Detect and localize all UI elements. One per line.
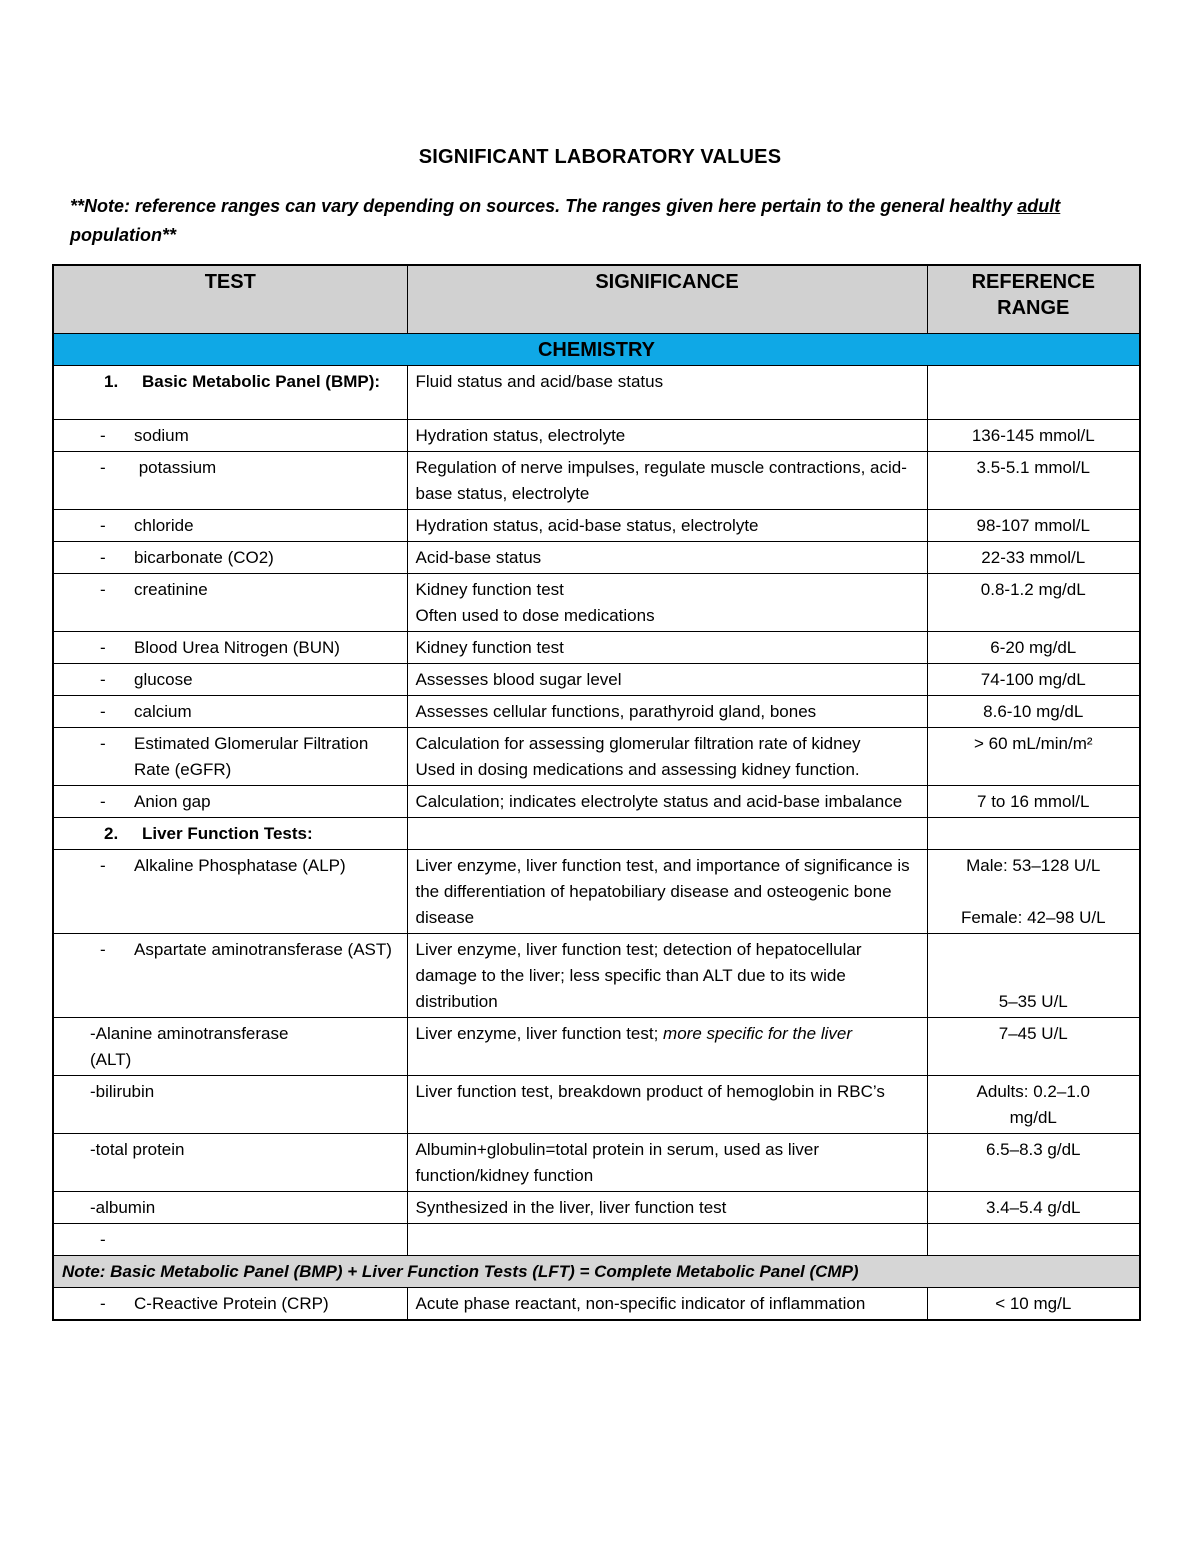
test-significance: Liver enzyme, liver function test; more specific for the liver bbox=[407, 1018, 927, 1076]
test-significance: Acute phase reactant, non-specific indicator of inflammation bbox=[407, 1288, 927, 1321]
table-row: - calcium Assesses cellular functions, parathyroid gland, bones 8.6-10 mg/dL bbox=[53, 696, 1140, 728]
test-name: Alkaline Phosphatase (ALP) bbox=[134, 856, 346, 875]
table-row: - chloride Hydration status, acid-base status, electrolyte 98-107 mmol/L bbox=[53, 510, 1140, 542]
table-row: - Aspartate aminotransferase (AST) Liver enzyme, liver function test; detection of hepatocellular damage to the liver; less specific than ALT due to its wide distribution 5–35 U/L bbox=[53, 934, 1140, 1018]
test-range: 7–45 U/L bbox=[927, 1018, 1140, 1076]
test-range: < 10 mg/L bbox=[927, 1288, 1140, 1321]
table-row: - sodium Hydration status, electrolyte 136-145 mmol/L bbox=[53, 420, 1140, 452]
test-name: calcium bbox=[134, 702, 192, 721]
table-row bbox=[53, 1192, 1140, 1224]
test-range: > 60 mL/min/m² bbox=[927, 728, 1140, 786]
test-range: 3.4–5.4 g/dL bbox=[927, 1192, 1140, 1224]
cmp-note-row bbox=[53, 1256, 1140, 1288]
table-row bbox=[53, 1018, 1140, 1076]
test-name: bicarbonate (CO2) bbox=[134, 548, 274, 567]
test-name: Anion gap bbox=[134, 792, 211, 811]
group-lft-label: 2. Liver Function Tests: bbox=[53, 818, 407, 850]
group-bmp-range bbox=[927, 366, 1140, 420]
test-significance: Hydration status, electrolyte bbox=[407, 420, 927, 452]
test-significance: Synthesized in the liver, liver function test bbox=[407, 1192, 927, 1224]
cmp-note: Note: Basic Metabolic Panel (BMP) + Liver Function Tests (LFT) = Complete Metabolic Panel (CMP) bbox=[53, 1256, 1140, 1288]
test-range: 8.6-10 mg/dL bbox=[927, 696, 1140, 728]
test-significance: Acid-base status bbox=[407, 542, 927, 574]
table-row: - Estimated Glomerular Filtration Rate (eGFR) Calculation for assessing glomerular filtration rate of kidney Used in dosing medications and assessing kidney function. > 60 mL/min/m² bbox=[53, 728, 1140, 786]
test-significance: Assesses cellular functions, parathyroid gland, bones bbox=[407, 696, 927, 728]
test-range: 74-100 mg/dL bbox=[927, 664, 1140, 696]
test-significance: Regulation of nerve impulses, regulate muscle contractions, acid-base status, electrolyte bbox=[407, 452, 927, 510]
test-range: 3.5-5.1 mmol/L bbox=[927, 452, 1140, 510]
group-row-lft bbox=[53, 818, 1140, 850]
test-name: Estimated Glomerular Filtration Rate (eGFR) bbox=[134, 734, 369, 779]
header-significance: SIGNIFICANCE bbox=[407, 265, 927, 334]
test-name: -bilirubin bbox=[90, 1082, 155, 1101]
table-row: - creatinine Kidney function test Often used to dose medications 0.8-1.2 mg/dL bbox=[53, 574, 1140, 632]
test-range: 22-33 mmol/L bbox=[927, 542, 1140, 574]
table-row: - Anion gap Calculation; indicates electrolyte status and acid-base imbalance 7 to 16 mmol/L bbox=[53, 786, 1140, 818]
group-bmp-significance: Fluid status and acid/base status bbox=[407, 366, 927, 420]
test-range: 0.8-1.2 mg/dL bbox=[927, 574, 1140, 632]
header-row bbox=[53, 265, 1140, 334]
group-row-bmp bbox=[53, 366, 1140, 420]
test-name: glucose bbox=[134, 670, 193, 689]
test-range: Male: 53–128 U/L Female: 42–98 U/L bbox=[927, 850, 1140, 934]
note-underlined-word: adult bbox=[1017, 196, 1061, 216]
test-range: 7 to 16 mmol/L bbox=[927, 786, 1140, 818]
test-range: 6-20 mg/dL bbox=[927, 632, 1140, 664]
test-name: chloride bbox=[134, 516, 194, 535]
test-range: 6.5–8.3 g/dL bbox=[927, 1134, 1140, 1192]
page-title: SIGNIFICANT LABORATORY VALUES bbox=[418, 146, 782, 168]
test-name: C-Reactive Protein (CRP) bbox=[134, 1294, 329, 1313]
test-range: 136-145 mmol/L bbox=[927, 420, 1140, 452]
header-reference-range: REFERENCE RANGE bbox=[927, 265, 1140, 334]
test-significance: Calculation; indicates electrolyte status and acid-base imbalance bbox=[407, 786, 927, 818]
test-name: potassium bbox=[134, 458, 217, 477]
test-name: sodium bbox=[134, 426, 189, 445]
test-significance: Liver function test, breakdown product of hemoglobin in RBC’s bbox=[407, 1076, 927, 1134]
test-significance: Liver enzyme, liver function test, and importance of significance is the differentiation of hepatobiliary disease and osteogenic bone disease bbox=[407, 850, 927, 934]
test-significance: Albumin+globulin=total protein in serum, used as liver function/kidney function bbox=[407, 1134, 927, 1192]
test-name: -albumin bbox=[90, 1198, 156, 1217]
table-row: - Blood Urea Nitrogen (BUN) Kidney function test 6-20 mg/dL bbox=[53, 632, 1140, 664]
table-row: - C-Reactive Protein (CRP) Acute phase reactant, non-specific indicator of inflammation < 10 mg/L bbox=[53, 1288, 1140, 1321]
table-row: - potassium Regulation of nerve impulses, regulate muscle contractions, acid-base status, electrolyte 3.5-5.1 mmol/L bbox=[53, 452, 1140, 510]
test-significance: Kidney function test bbox=[407, 632, 927, 664]
test-significance: Assesses blood sugar level bbox=[407, 664, 927, 696]
test-range: 5–35 U/L bbox=[927, 934, 1140, 1018]
test-range: Adults: 0.2–1.0 mg/dL bbox=[927, 1076, 1140, 1134]
test-significance: Kidney function test Often used to dose medications bbox=[407, 574, 927, 632]
test-name: Aspartate aminotransferase (AST) bbox=[134, 940, 392, 959]
lab-values-table bbox=[52, 264, 1141, 1321]
test-name: creatinine bbox=[134, 580, 208, 599]
header-test: TEST bbox=[53, 265, 407, 334]
table-row bbox=[53, 1134, 1140, 1192]
test-range: 98-107 mmol/L bbox=[927, 510, 1140, 542]
test-significance: Calculation for assessing glomerular filtration rate of kidney Used in dosing medications and assessing kidney function. bbox=[407, 728, 927, 786]
group-bmp-label: 1. Basic Metabolic Panel (BMP): bbox=[53, 366, 407, 420]
test-significance: Liver enzyme, liver function test; detection of hepatocellular damage to the liver; less specific than ALT due to its wide distribution bbox=[407, 934, 927, 1018]
table-row: - bicarbonate (CO2) Acid-base status 22-33 mmol/L bbox=[53, 542, 1140, 574]
section-row-chemistry bbox=[53, 334, 1140, 366]
section-chemistry: CHEMISTRY bbox=[53, 334, 1140, 366]
table-row: - glucose Assesses blood sugar level 74-100 mg/dL bbox=[53, 664, 1140, 696]
table-row bbox=[53, 1076, 1140, 1134]
table-row: - Alkaline Phosphatase (ALP) Liver enzyme, liver function test, and importance of significance is the differentiation of hepatobiliary disease and osteogenic bone disease Male: 53–128 U/L Female: 42–98 U/L bbox=[53, 850, 1140, 934]
test-name: Blood Urea Nitrogen (BUN) bbox=[134, 638, 340, 657]
table-row-empty: - bbox=[53, 1224, 1140, 1256]
reference-note: **Note: reference ranges can vary depending on sources. The ranges given here pertain to the general healthy adult population** bbox=[70, 196, 1061, 245]
test-name: -Alanine aminotransferase (ALT) bbox=[90, 1024, 289, 1069]
test-name: -total protein bbox=[90, 1140, 185, 1159]
test-significance: Hydration status, acid-base status, electrolyte bbox=[407, 510, 927, 542]
